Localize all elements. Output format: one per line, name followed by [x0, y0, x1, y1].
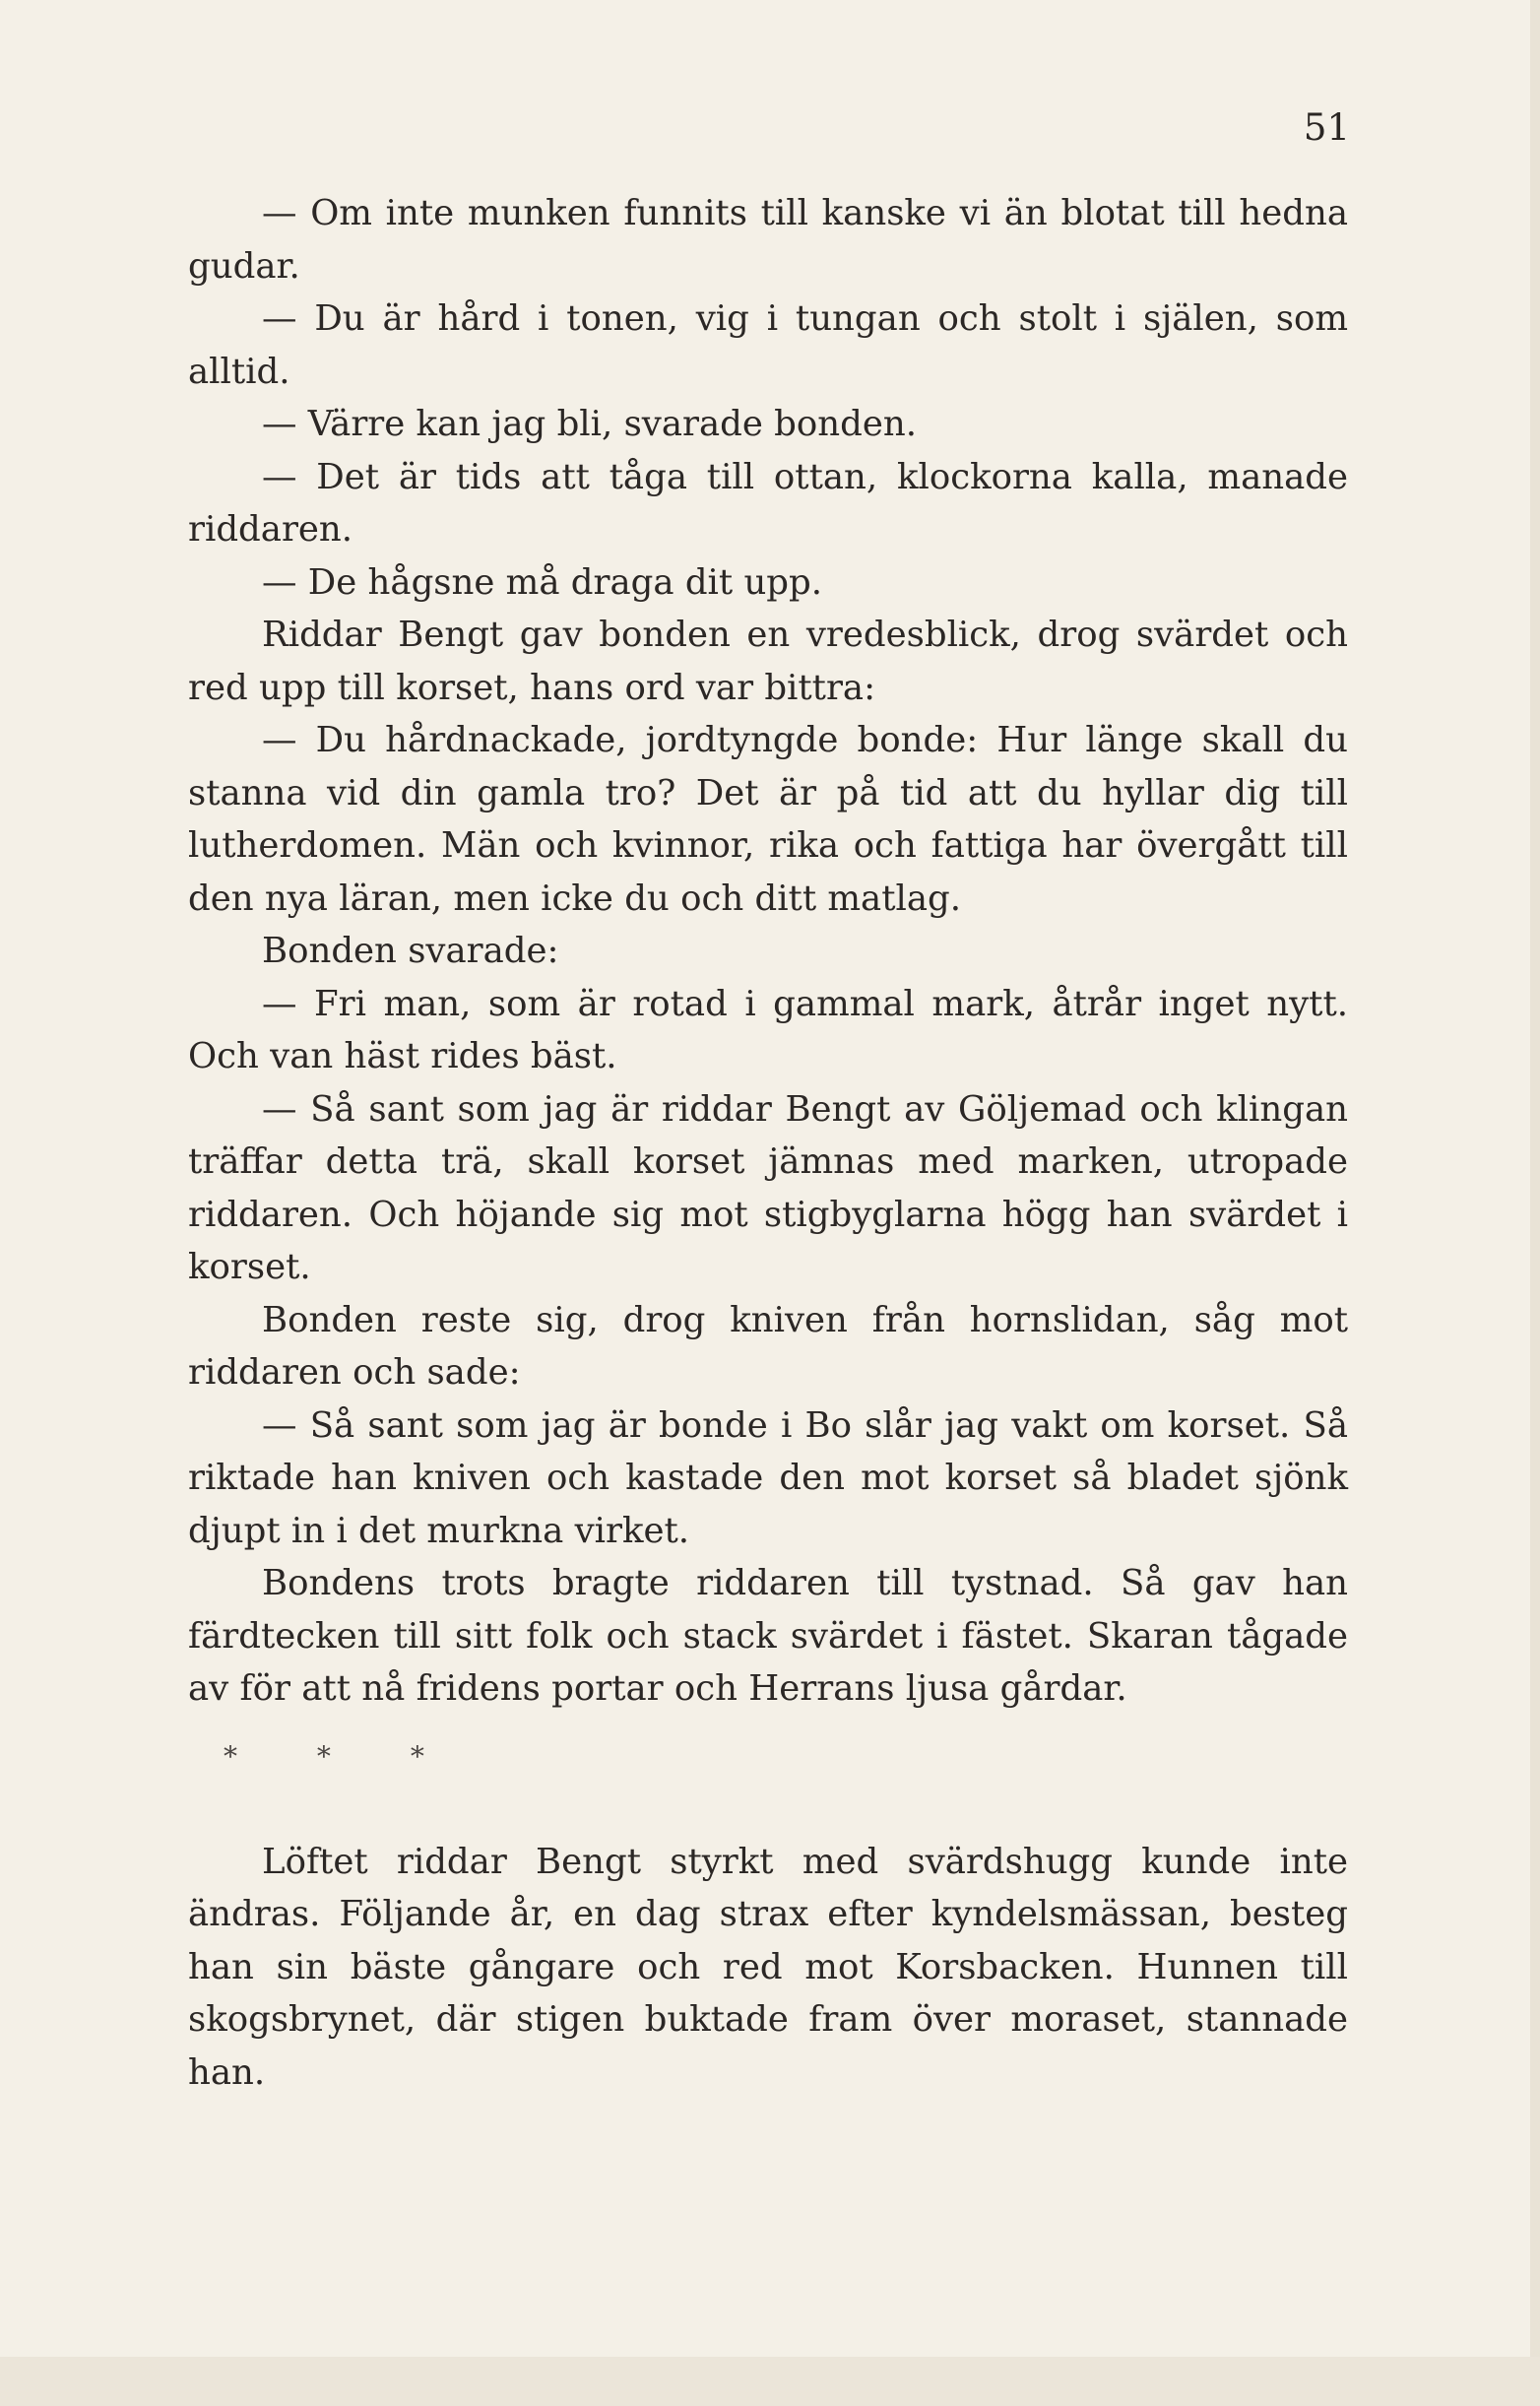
page-number: 51 — [1303, 106, 1350, 149]
paragraph: Bonden svarade: — [262, 931, 559, 971]
page-edge-bottom — [0, 2357, 1540, 2406]
separator-asterisk: * — [316, 1739, 331, 1773]
paragraph: Riddar Bengt gav bonden en vredesblick, drog svärdet och red upp till korset, hans ord var bittra: — [188, 615, 1348, 708]
paragraph: — Du är hård i tonen, vig i tungan och stolt i själen, som alltid. — [188, 298, 1348, 392]
paragraph: — Du hårdnackade, jordtyngde bonde: Hur länge skall du stanna vid din gamla tro? Det är på tid att du hyllar dig till lutherdomen. Män och kvinnor, rika och fattiga har övergått till den nya läran, men icke du och ditt matlag. — [188, 720, 1348, 919]
body-text — [188, 187, 1348, 2099]
paragraph: — Värre kan jag bli, svarade bonden. — [262, 404, 918, 444]
paragraph: — Så sant som jag är riddar Bengt av Göljemad och klingan träffar detta trä, skall korset jämnas med marken, utropade riddaren. Och höjande sig mot stigbyglarna högg han svärdet i korset. — [188, 1088, 1348, 1287]
section-separator — [188, 1737, 1348, 1777]
separator-asterisk: * — [410, 1739, 424, 1773]
paragraph: Bondens trots bragte riddaren till tystnad. Så gav han färdtecken till sitt folk och stack svärdet i fästet. Skaran tågade av för att nå fridens portar och Herrans ljusa gårdar. — [188, 1563, 1348, 1709]
paragraph: — De hågsne må draga dit upp. — [262, 561, 823, 603]
paragraph: — Om inte munken funnits till kanske vi än blotat till hedna gudar. — [188, 193, 1348, 287]
paragraph: Bonden reste sig, drog kniven från hornslidan, såg mot riddaren och sade: — [188, 1299, 1348, 1393]
paragraph: — Fri man, som är rotad i gammal mark, åtrår inget nytt. Och van häst rides bäst. — [188, 983, 1348, 1076]
paragraph: Löftet riddar Bengt styrkt med svärdshugg kunde inte ändras. Följande år, en dag strax efter kyndelsmässan, besteg han sin bäste gångare och red mot Korsbacken. Hunnen till skogsbrynet, där stigen buktade fram över moraset, stannade han. — [188, 1841, 1348, 2093]
paragraph: — Så sant som jag är bonde i Bo slår jag vakt om korset. Så riktade han kniven och kastade den mot korset så bladet sjönk djupt in i det murkna virket. — [188, 1404, 1348, 1551]
paragraph: — Det är tids att tåga till ottan, klockorna kalla, manade riddaren. — [188, 456, 1348, 550]
separator-asterisk: * — [224, 1739, 237, 1773]
page-edge-right — [1530, 0, 1540, 2406]
